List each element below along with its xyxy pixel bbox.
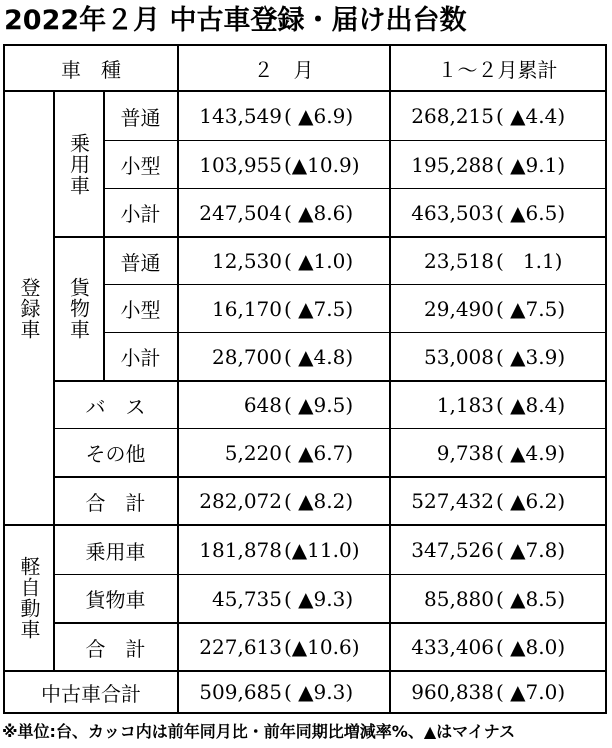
row-label: 小計 <box>120 346 161 370</box>
header-cumulative: １～２月累計 <box>437 57 558 82</box>
row-label: 普通 <box>120 105 161 130</box>
month-change: ( ▲4.8) <box>284 344 354 369</box>
cum-value: 1,183 <box>436 393 494 417</box>
cum-value: 9,738 <box>436 440 494 465</box>
cum-change: ( ▲7.0) <box>496 680 566 704</box>
header-type: 車 種 <box>61 57 121 82</box>
group-freight-label: 貨物車 <box>66 277 91 340</box>
month-value: 247,504 <box>199 200 282 225</box>
cum-change: ( ▲4.9) <box>496 440 566 465</box>
cum-value: 268,215 <box>411 104 494 128</box>
cum-change: ( 1.1) <box>496 249 563 273</box>
row-label: 中古車合計 <box>41 681 141 706</box>
row-label: バ ス <box>85 394 146 419</box>
row-label: その他 <box>85 442 146 466</box>
month-change: ( ▲6.7) <box>284 440 354 465</box>
month-value: 16,170 <box>212 296 282 321</box>
data-table <box>3 44 607 714</box>
month-change: (▲11.0) <box>284 538 360 562</box>
cum-value: 23,518 <box>424 249 494 273</box>
row-label: 合 計 <box>85 636 146 661</box>
row-label: 小型 <box>120 154 161 178</box>
month-value: 227,613 <box>199 635 282 659</box>
month-value: 282,072 <box>199 489 282 513</box>
footnote: ※単位:台、カッコ内は前年同月比・前年同期比増減率%、▲はマイナス <box>2 722 516 741</box>
cum-change: ( ▲4.4) <box>496 104 566 128</box>
cum-change: ( ▲3.9) <box>496 344 566 369</box>
row-label: 貨物車 <box>85 588 146 612</box>
group-registered-label: 登録車 <box>17 276 41 340</box>
cum-change: ( ▲6.5) <box>496 200 566 225</box>
row-label: 乗用車 <box>85 539 146 564</box>
month-value: 103,955 <box>199 152 282 177</box>
month-change: ( ▲9.3) <box>284 586 354 611</box>
group-kei-label: 軽自動車 <box>17 556 41 640</box>
month-change: ( ▲7.5) <box>284 296 354 321</box>
month-change: (▲10.9) <box>284 152 360 177</box>
cum-change: ( ▲8.5) <box>496 586 566 611</box>
month-value: 648 <box>243 393 282 417</box>
month-value: 5,220 <box>224 440 282 465</box>
group-kei <box>5 526 53 670</box>
month-change: ( ▲8.2) <box>284 489 354 513</box>
cum-change: ( ▲6.2) <box>496 489 566 513</box>
header-month: ２ 月 <box>253 57 314 82</box>
row-label: 合 計 <box>85 490 146 515</box>
row-label: 小計 <box>120 202 161 226</box>
cum-change: ( ▲9.1) <box>496 152 566 177</box>
cum-value: 433,406 <box>411 635 494 659</box>
cum-change: ( ▲8.4) <box>496 393 566 417</box>
month-change: ( ▲8.6) <box>284 200 354 225</box>
cum-value: 195,288 <box>411 152 494 177</box>
cum-value: 960,838 <box>411 680 494 704</box>
cum-value: 53,008 <box>424 344 494 369</box>
cum-value: 29,490 <box>424 296 494 321</box>
cum-value: 527,432 <box>411 489 494 513</box>
month-change: (▲10.6) <box>284 635 360 659</box>
cum-value: 347,526 <box>411 538 494 562</box>
group-freight <box>54 237 103 380</box>
cum-change: ( ▲8.0) <box>496 635 566 659</box>
month-value: 12,530 <box>212 249 282 273</box>
month-change: ( ▲9.5) <box>284 393 354 417</box>
month-value: 509,685 <box>199 680 282 704</box>
group-passenger-label: 乗用車 <box>66 132 91 196</box>
cum-change: ( ▲7.5) <box>496 296 566 321</box>
row-label: 小型 <box>120 298 161 322</box>
row-label: 普通 <box>120 250 161 275</box>
cum-change: ( ▲7.8) <box>496 538 566 562</box>
month-change: ( ▲1.0) <box>284 249 354 273</box>
month-value: 45,735 <box>212 586 282 611</box>
month-value: 143,549 <box>199 104 282 128</box>
month-value: 28,700 <box>212 344 282 369</box>
cum-value: 85,880 <box>424 586 494 611</box>
group-passenger <box>54 92 103 236</box>
group-registered <box>5 92 53 524</box>
cum-value: 463,503 <box>411 200 494 225</box>
month-change: ( ▲9.3) <box>284 680 354 704</box>
month-value: 181,878 <box>199 538 282 562</box>
month-change: ( ▲6.9) <box>284 104 354 128</box>
page-title: 2022年２月 中古車登録・届け出台数 <box>4 5 467 36</box>
